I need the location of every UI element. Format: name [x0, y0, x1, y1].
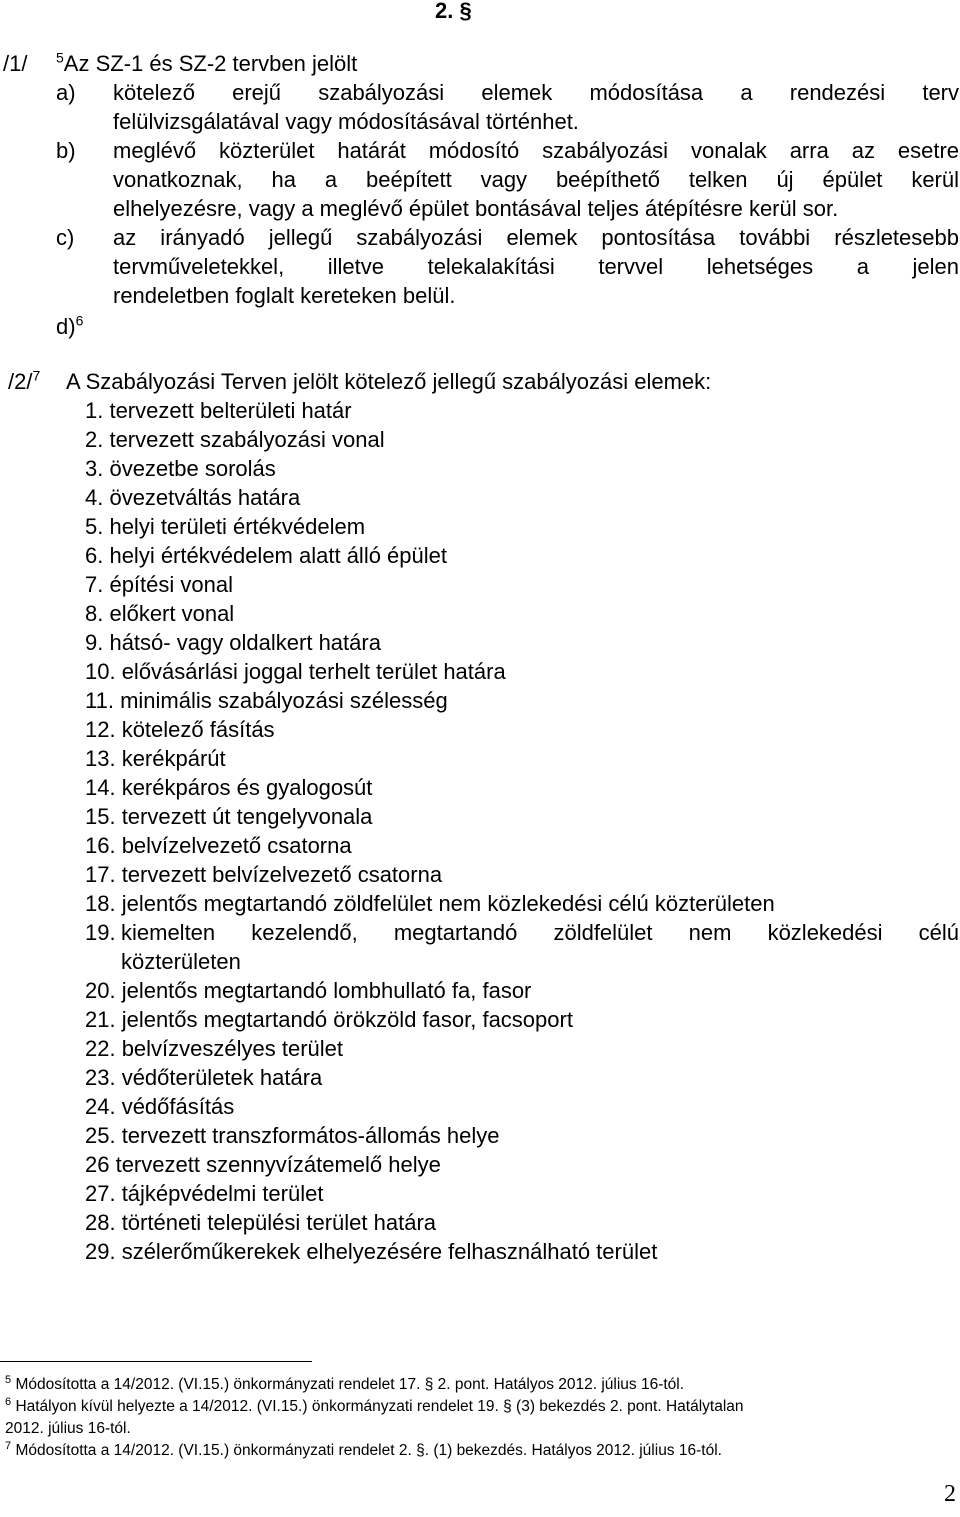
item-c-line-3: rendeletben foglalt kereteken belül. [113, 283, 456, 308]
list-item: 1. tervezett belterületi határ [85, 398, 352, 423]
list-item-19-number: 19. [85, 920, 116, 945]
list-item: 28. történeti települési terület határa [85, 1210, 437, 1235]
item-c-line-2: tervműveletekkel, illetve telekalakítási tervvel lehetséges a jelen [113, 254, 959, 279]
list-item: 23. védőterületek határa [85, 1065, 323, 1090]
list-item: 18. jelentős megtartandó zöldfelület nem közlekedési célú közterületen [85, 891, 775, 916]
footnote-5: $^5$ Módosította a 14/2012. (VI.15.) önkormányzati rendelet 17. § 2. pont. Hatályos 2012. július 16-tól. [5, 1373, 685, 1393]
item-c-label: c) [56, 225, 75, 250]
list-item: 29. szélerőműkerekek elhelyezésére felhasználható terület [85, 1239, 658, 1264]
item-b-line-1: meglévő közterület határát módosító szabályozási vonalak arra az esetre [113, 138, 959, 163]
list-item: 6. helyi értékvédelem alatt álló épület [85, 543, 447, 568]
list-item: 17. tervezett belvízelvezető csatorna [85, 862, 443, 887]
footnote-7: $^7$ Módosította a 14/2012. (VI.15.) önkormányzati rendelet 2. §. (1) bekezdés. Hatályos 2012. július 16-tól. [5, 1439, 722, 1459]
list-item: 2. tervezett szabályozási vonal [85, 427, 385, 452]
list-item: 3. övezetbe sorolás [85, 456, 276, 481]
list-item: 26 tervezett szennyvízátemelő helye [85, 1152, 441, 1177]
footnote-separator [0, 1361, 312, 1362]
footnote-ref-6[interactable]: 6 [75, 312, 84, 329]
list-item-19-line-2: közterületen [121, 949, 241, 974]
item-b-line-3: elhelyezésre, vagy a meglévő épület bontásával teljes átépítésre kerül sor. [113, 196, 839, 221]
footnote-6: $^6$ Hatályon kívül helyezte a 14/2012. (VI.15.) önkormányzati rendelet 19. § (3) bekezdés 2. pont. Hatálytalan [5, 1395, 744, 1415]
item-b-line-2: vonatkoznak, ha a beépített vagy beépíthető telken új épület kerül [113, 167, 959, 192]
paragraph-1-number: /1/ [3, 51, 28, 76]
item-a-label: a) [56, 80, 76, 105]
list-item: 16. belvízelvezető csatorna [85, 833, 352, 858]
list-item: 9. hátsó- vagy oldalkert határa [85, 630, 381, 655]
list-item: 8. előkert vonal [85, 601, 235, 626]
paragraph-2-number: /2/$^7$ [8, 367, 41, 394]
list-item: 13. kerékpárút [85, 746, 226, 771]
list-item: 20. jelentős megtartandó lombhullató fa, fasor [85, 978, 532, 1003]
list-item: 27. tájképvédelmi terület [85, 1181, 324, 1206]
list-item: 10. elővásárlási joggal terhelt terület határa [85, 659, 506, 684]
list-item: 15. tervezett út tengelyvonala [85, 804, 373, 829]
footnote-ref-5[interactable]: 5 [56, 49, 64, 66]
item-c-line-1: az irányadó jellegű szabályozási elemek pontosítása további részletesebb [113, 225, 959, 250]
item-d-label: d)$^6$ [56, 312, 84, 339]
footnote-ref-7[interactable]: 7 [32, 367, 41, 384]
item-b-label: b) [56, 138, 76, 163]
section-heading: 2. § [435, 0, 472, 23]
paragraph-1-intro: $^5$Az SZ-1 és SZ-2 tervben jelölt [56, 49, 358, 76]
list-item: 21. jelentős megtartandó örökzöld fasor, facsoport [85, 1007, 573, 1032]
list-item: 12. kötelező fásítás [85, 717, 275, 742]
list-item: 14. kerékpáros és gyalogosút [85, 775, 373, 800]
page-number: 2 [944, 1481, 956, 1507]
paragraph-2-intro: A Szabályozási Terven jelölt kötelező jellegű szabályozási elemek: [66, 369, 712, 394]
item-a-line-1: kötelező erejű szabályozási elemek módosítása a rendezési terv [113, 80, 959, 105]
footnote-6-continued: 2012. július 16-tól. [5, 1420, 131, 1437]
list-item: 25. tervezett transzformátos-állomás helye [85, 1123, 500, 1148]
list-item: 4. övezetváltás határa [85, 485, 301, 510]
list-item: 11. minimális szabályozási szélesség [85, 688, 448, 713]
list-item: 24. védőfásítás [85, 1094, 235, 1119]
list-item-19-line-1: kiemelten kezelendő, megtartandó zöldfelület nem közlekedési célú [121, 920, 959, 945]
item-a-line-2: felülvizsgálatával vagy módosításával történhet. [113, 109, 579, 134]
list-item: 7. építési vonal [85, 572, 233, 597]
list-item: 5. helyi területi értékvédelem [85, 514, 366, 539]
list-item: 22. belvízveszélyes terület [85, 1036, 344, 1061]
